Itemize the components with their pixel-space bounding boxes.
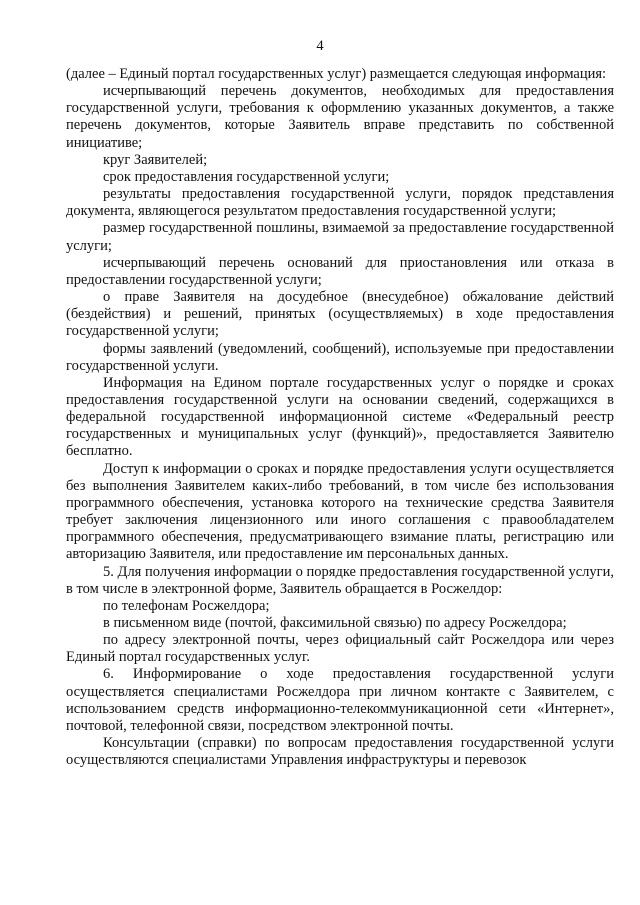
paragraph-access: Доступ к информации о сроках и порядке предоставления услуги осуществляется без выполнения Заявителем каких-либо требований, в том числе без использования программного обеспечения, установка которого на технические средства Заявителя требует заключения лицензионного или иного соглашения с правообладателем программного обеспечения, предусматривающего взимание платы, регистрацию или авторизацию Заявителя, или предоставление им персональных данных. — [66, 460, 614, 563]
paragraph-intro: (далее – Единый портал государственных услуг) размещается следующая информация: — [66, 66, 607, 82]
list-item-email: по адресу электронной почты, через официальный сайт Росжелдора или через Единый портал государственных услуг. — [66, 632, 614, 666]
list-item-fee: размер государственной пошлины, взимаемой за предоставление государственной услуги; — [66, 220, 614, 254]
list-item-term: срок предоставления государственной услуги; — [103, 168, 390, 185]
page-number: 4 — [316, 38, 324, 54]
paragraph-section-5: 5. Для получения информации о порядке предоставления государственной услуги, в том числе в электронной форме, Заявитель обращается в Росжелдор: — [66, 563, 614, 597]
list-item-forms: формы заявлений (уведомлений, сообщений), используемые при предоставлении государственной услуги. — [66, 340, 614, 374]
list-item-documents: исчерпывающий перечень документов, необходимых для предоставления государственной услуги, требования к оформлению указанных документов, а также перечень документов, которые Заявитель вправе представить по собственной инициативе; — [66, 83, 614, 151]
paragraph-portal-info: Информация на Едином портале государственных услуг о порядке и сроках предоставления государственной услуги на основании сведений, содержащихся в федеральной государственной информационной системе «Федеральный реестр государственных и муниципальных услуг (функций)», предоставляется Заявителю бесплатно. — [66, 374, 614, 460]
document-body — [66, 66, 614, 769]
paragraph-section-6: 6. Информирование о ходе предоставления государственной услуги осуществляется специалистами Росжелдора при личном контакте с Заявителем, с использованием средств информационно-телекоммуникационной сети «Интернет», почтовой, телефонной связи, посредством электронной почты. — [66, 666, 614, 734]
list-item-applicants: круг Заявителей; — [103, 151, 208, 168]
list-item-appeal-right: о праве Заявителя на досудебное (внесудебное) обжалование действий (бездействия) и решений, принятых (осуществляемых) в ходе предоставления государственной услуги; — [66, 289, 614, 340]
paragraph-consultations: Консультации (справки) по вопросам предоставления государственной услуги осуществляются специалистами Управления инфраструктуры и перевозок — [66, 735, 614, 769]
list-item-phone: по телефонам Росжелдора; — [103, 597, 270, 614]
list-item-results: результаты предоставления государственной услуги, порядок представления документа, являющегося результатом предоставления государственной услуги; — [66, 186, 614, 220]
list-item-refusal-grounds: исчерпывающий перечень оснований для приостановления или отказа в предоставлении государственной услуги; — [66, 254, 614, 288]
list-item-written: в письменном виде (почтой, факсимильной связью) по адресу Росжелдора; — [103, 615, 567, 631]
